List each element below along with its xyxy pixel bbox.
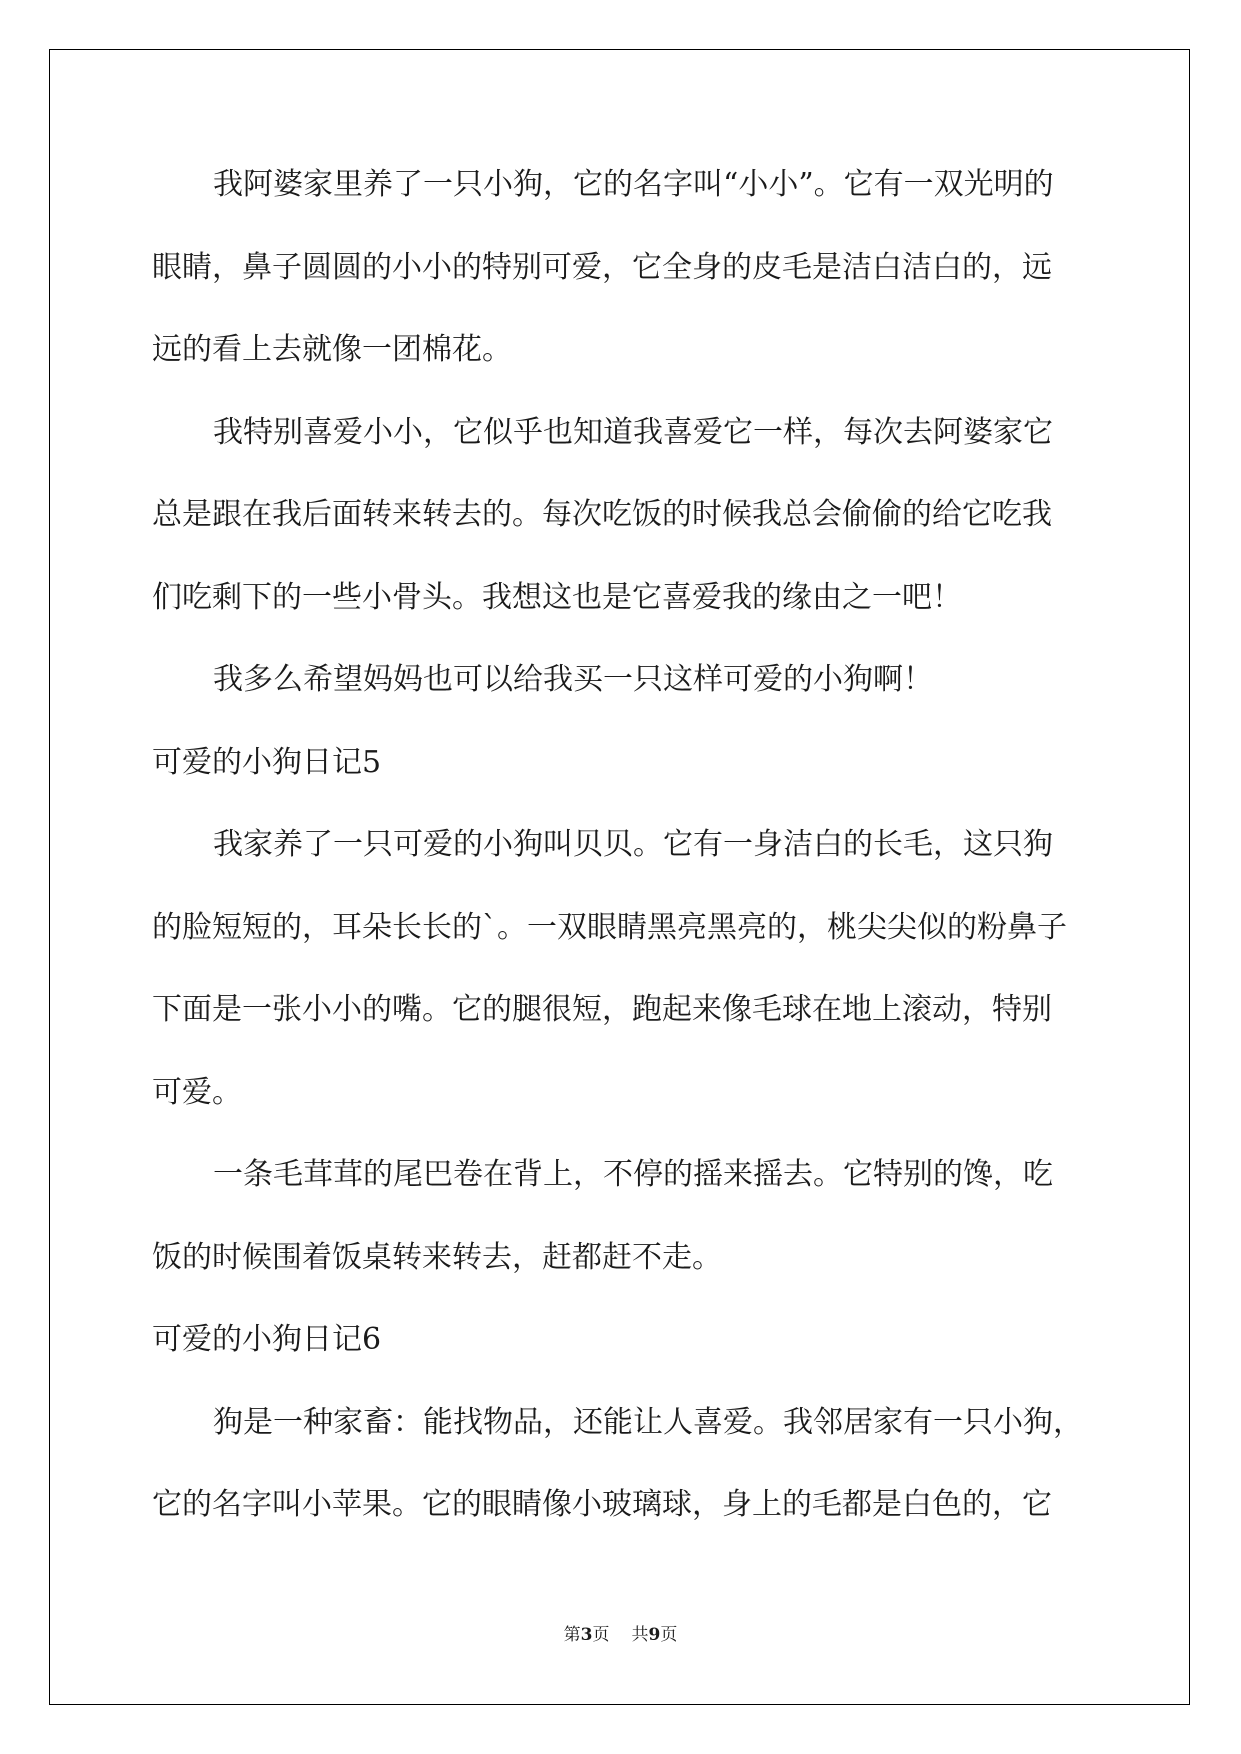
paragraph-line: 下面是一张小小的嘴。它的腿很短，跑起来像毛球在地上滚动，特别 <box>152 992 1052 1027</box>
paragraph <box>152 657 1092 740</box>
paragraph-line: 远的看上去就像一团棉花。 <box>152 332 512 367</box>
paragraph <box>152 1152 1092 1317</box>
paragraph-line: 总是跟在我后面转来转去的。每次吃饭的时候我总会偷偷的给它吃我 <box>152 497 1052 532</box>
current-page-number: 3 <box>580 1625 593 1645</box>
paragraph <box>152 162 1092 410</box>
paragraph-line: 们吃剩下的一些小骨头。我想这也是它喜爱我的缘由之一吧！ <box>152 579 962 615</box>
paragraph <box>152 1400 1092 1565</box>
footer-page-word: 页 <box>592 1625 610 1645</box>
footer-total-suffix: 页 <box>660 1625 678 1645</box>
paragraph-line: 饭的时候围着饭桌转来转去，赶都赶不走。 <box>152 1239 722 1275</box>
paragraph-line: 我阿婆家里养了一只小狗，它的名字叫“小小”。它有一双光明的 <box>213 167 1054 202</box>
paragraph-line: 它的名字叫小苹果。它的眼睛像小玻璃球，身上的毛都是白色的，它 <box>152 1487 1052 1522</box>
document-body <box>152 162 1092 1565</box>
paragraph-line: 一条毛茸茸的尾巴卷在背上，不停的摇来摇去。它特别的馋，吃 <box>213 1157 1053 1192</box>
paragraph-line: 我特别喜爱小小，它似乎也知道我喜爱它一样，每次去阿婆家它 <box>213 414 1053 450</box>
paragraph-line: 我多么希望妈妈也可以给我买一只这样可爱的小狗啊！ <box>213 662 933 697</box>
total-pages-number: 9 <box>648 1625 661 1645</box>
section-heading: 可爱的小狗日记5 <box>152 744 382 780</box>
footer-total-prefix: 共 <box>631 1625 649 1645</box>
paragraph-line: 可爱。 <box>152 1074 242 1110</box>
paragraph-line: 眼睛，鼻子圆圆的小小的特别可爱，它全身的皮毛是洁白洁白的，远 <box>152 249 1052 285</box>
page-footer <box>0 1624 1241 1646</box>
paragraph <box>152 822 1092 1152</box>
paragraph <box>152 410 1092 658</box>
paragraph-line: 我家养了一只可爱的小狗叫贝贝。它有一身洁白的长毛，这只狗 <box>213 827 1053 862</box>
section-heading: 可爱的小狗日记6 <box>152 1322 382 1357</box>
paragraph-line: 狗是一种家畜：能找物品，还能让人喜爱。我邻居家有一只小狗， <box>213 1404 1083 1440</box>
paragraph-line: 的脸短短的，耳朵长长的`。一双眼睛黑亮黑亮的，桃尖尖似的粉鼻子 <box>152 909 1067 945</box>
footer-prefix: 第 <box>563 1625 581 1645</box>
